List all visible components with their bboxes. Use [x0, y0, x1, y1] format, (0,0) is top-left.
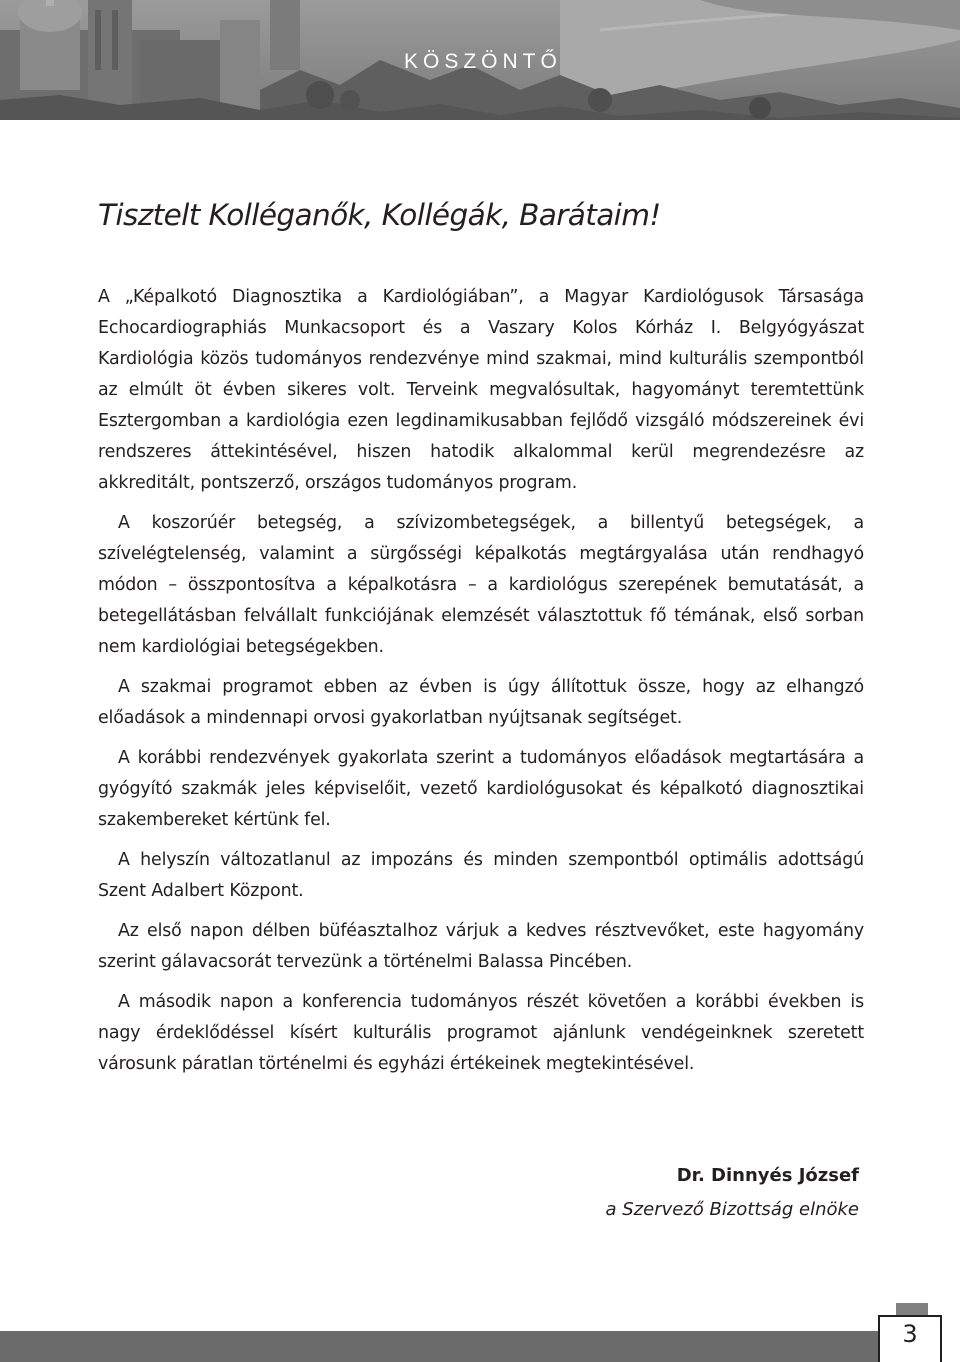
letter-greeting: Tisztelt Kolléganők, Kollégák, Barátaim!: [98, 198, 661, 232]
header-banner-photo: [0, 0, 960, 120]
paragraph-7: A második napon a konferencia tudományos részét követően a korábbi években is nagy érdeklődéssel kísért kulturális programot ajánlunk vendégeinknek szeretett városunk páratlan történelmi és egyházi értékeinek megtekintésével.: [98, 992, 864, 1074]
signature-role: a Szervező Bizottság elnöke: [605, 1199, 859, 1220]
footer-bar: [0, 1331, 878, 1362]
paragraph-4: A korábbi rendezvények gyakorlata szerint a tudományos előadások megtartására a gyógyító szakmák jeles képviselőit, vezető kardiológusokat és képalkotó diagnosztikai szakembereket kértünk fel.: [98, 748, 864, 830]
footer-tab-decoration: [896, 1303, 928, 1315]
signature-name: Dr. Dinnyés József: [676, 1165, 859, 1186]
page-number: 3: [902, 1320, 918, 1348]
page-number-box: [878, 1315, 942, 1362]
signature-block: [606, 1161, 860, 1225]
section-title: KÖSZÖNTŐ: [404, 50, 562, 73]
paragraph-2: A koszorúér betegség, a szívizombetegségek, a billentyű betegségek, a szívelégtelenség, valamint a sürgősségi képalkotás megtárgyalása után rendhagyó módon – összpontosítva a képalkotásra – a kardiológus szerepének bemutatását, a betegellátásban felvállalt funkciójának elemzését választottuk fő témának, első sorban nem kardiológiai betegségekben.: [98, 513, 864, 657]
paragraph-3: A szakmai programot ebben az évben is úgy állítottuk össze, hogy az elhangzó előadások a mindennapi orvosi gyakorlatban nyújtsanak segítséget.: [98, 677, 864, 728]
paragraph-6: Az első napon délben büféasztalhoz várjuk a kedves résztvevőket, este hagyomány szerint gálavacsorát tervezünk a történelmi Balassa Pincében.: [98, 921, 864, 972]
paragraph-1: A „Képalkotó Diagnosztika a Kardiológiában”, a Magyar Kardiológusok Társasága Echocardiographiás Munkacsoport és a Vaszary Kolos Kórház I. Belgyógyászat Kardiológia közös tudományos rendezvénye mind szakmai, mind kulturális szempontból az elmúlt öt évben sikeres volt. Terveink megvalósultak, hagyományt teremtettünk Esztergomban a kardiológia ezen legdinamikusabban fejlődő vizsgáló módszereinek évi rendszeres áttekintésével, hiszen hatodik alkalommal kerül megrendezésre az akkreditált, pontszerző, országos tudományos program.: [98, 287, 864, 493]
letter-body: [98, 282, 864, 1089]
paragraph-5: A helyszín változatlanul az impozáns és minden szempontból optimális adottságú Szent Adalbert Központ.: [98, 850, 864, 901]
